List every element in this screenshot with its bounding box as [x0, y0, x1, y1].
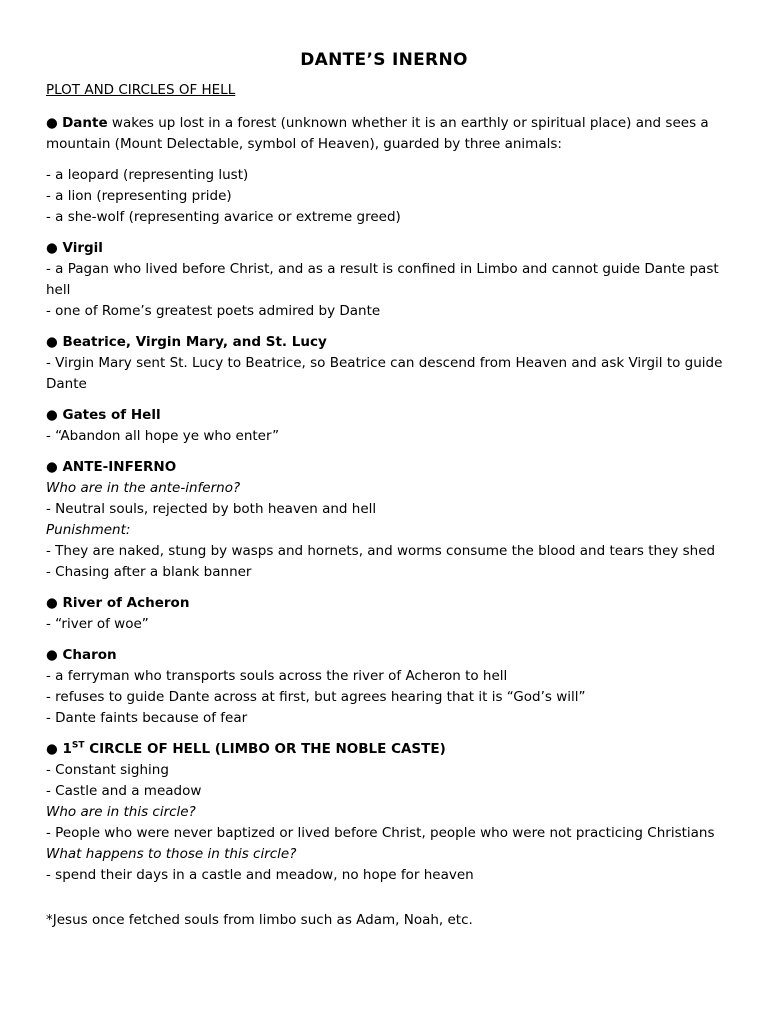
- section-beatrice: [46, 332, 736, 395]
- footnote: *Jesus once fetched souls from limbo such as Adam, Noah, etc.: [46, 912, 473, 928]
- list-item: - a leopard (representing lust): [46, 167, 249, 183]
- section-ante-inferno: [46, 457, 736, 583]
- list-item: - “Abandon all hope ye who enter”: [46, 428, 280, 444]
- dante-text: wakes up lost in a forest (unknown whether it is an earthly or spiritual place) and sees a mountain (Mount Delectable, symbol of Heaven), guarded by three animals:: [46, 115, 709, 152]
- list-item: - Castle and a meadow: [46, 783, 202, 799]
- list-item: - They are naked, stung by wasps and hornets, and worms consume the blood and tears they shed: [46, 543, 716, 559]
- dante-intro: [46, 113, 736, 155]
- list-item: - “river of woe”: [46, 616, 149, 632]
- section-dante: [46, 113, 736, 155]
- beatrice-heading: ● Beatrice, Virgin Mary, and St. Lucy: [46, 334, 327, 350]
- circle1-heading: ● 1ST CIRCLE OF HELL (LIMBO OR THE NOBLE CASTE): [46, 740, 446, 757]
- list-item: - a she-wolf (representing avarice or extreme greed): [46, 209, 401, 225]
- ante-heading: ● ANTE-INFERNO: [46, 459, 177, 475]
- list-item: - Neutral souls, rejected by both heaven and hell: [46, 501, 377, 517]
- ante-question: Who are in the ante-inferno?: [46, 480, 241, 496]
- section-animals: [46, 165, 736, 228]
- list-item: - one of Rome’s greatest poets admired by Dante: [46, 303, 381, 319]
- bullet: ●: [46, 115, 58, 131]
- list-item: - refuses to guide Dante across at first, but agrees hearing that it is “God’s will”: [46, 689, 586, 705]
- list-item: - Chasing after a blank banner: [46, 564, 252, 580]
- circle1-question: Who are in this circle?: [46, 804, 196, 820]
- circle1-question: What happens to those in this circle?: [46, 846, 297, 862]
- list-item: - a ferryman who transports souls across the river of Acheron to hell: [46, 668, 508, 684]
- list-item: - Dante faints because of fear: [46, 710, 248, 726]
- section-subtitle: PLOT AND CIRCLES OF HELL: [46, 82, 236, 98]
- charon-heading: ● Charon: [46, 647, 117, 663]
- list-item: - spend their days in a castle and meadow, no hope for heaven: [46, 867, 474, 883]
- dante-heading: Dante: [62, 115, 108, 131]
- document-body: [46, 113, 736, 931]
- gates-heading: ● Gates of Hell: [46, 407, 161, 423]
- list-item: - Virgin Mary sent St. Lucy to Beatrice, so Beatrice can descend from Heaven and ask Virgil to guide Dante: [46, 355, 723, 392]
- list-item: - Constant sighing: [46, 762, 169, 778]
- section-virgil: [46, 238, 736, 322]
- section-acheron: [46, 593, 736, 635]
- section-first-circle: [46, 739, 736, 886]
- virgil-heading: ● Virgil: [46, 240, 103, 256]
- acheron-heading: ● River of Acheron: [46, 595, 190, 611]
- list-item: - a Pagan who lived before Christ, and as a result is confined in Limbo and cannot guide Dante past hell: [46, 261, 719, 298]
- punishment-label: Punishment:: [46, 522, 131, 538]
- page-title: DANTE’S INERNO: [300, 50, 468, 70]
- section-gates: [46, 405, 736, 447]
- list-item: - People who were never baptized or lived before Christ, people who were not practicing Christians: [46, 825, 715, 841]
- section-charon: [46, 645, 736, 729]
- list-item: - a lion (representing pride): [46, 188, 232, 204]
